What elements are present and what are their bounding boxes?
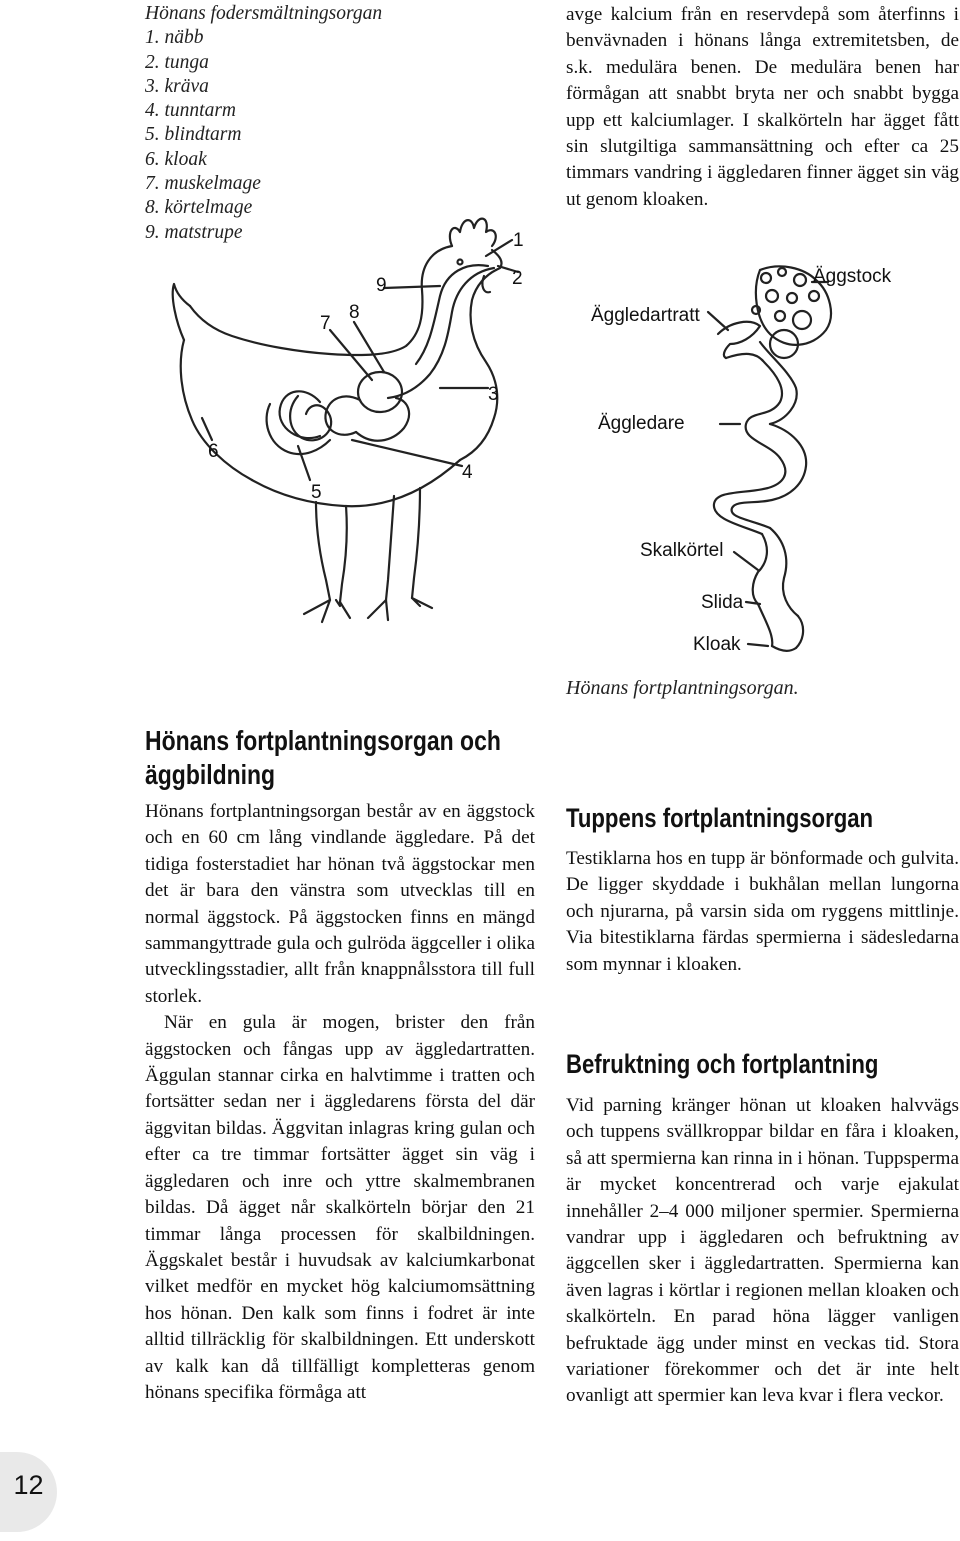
hen-label-5: 5 [311, 482, 322, 503]
label-aggledare: Äggledare [598, 413, 685, 434]
hen-section-body [145, 799, 535, 1406]
label-skalkortel: Skalkörtel [640, 540, 724, 561]
figure-caption: Hönans fortplantningsorgan. [566, 677, 799, 699]
legend-item: 2. tunga [145, 51, 209, 73]
heading-hen-reproduction [145, 724, 501, 792]
hen-label-1: 1 [513, 230, 524, 251]
hen-label-2: 2 [512, 268, 523, 289]
legend-item: 3. kräva [145, 75, 209, 97]
hen-label-6: 6 [208, 441, 219, 462]
legend-title: Hönans fodersmältningsorgan [145, 3, 383, 24]
hen-label-7: 7 [320, 313, 331, 334]
hen-label-4: 4 [462, 462, 473, 483]
fertilization-section-body: Vid parning kränger hönan ut kloaken halvvägs och tuppens svällkroppar bildar en fåra i kloaken, så att spermierna kan rinna in i hönan. Tuppsperma är mycket koncentrerad och varje ejakulat innehåller 2–4 000 miljoner spermier. Spermierna vandrar upp i äggledaren och befruktning av äggcellen sker i äggledartratten. Spermierna kan även lagras i körtlar i regionen mellan kloaken och skalkörteln. En parad höna lägger vanligen befruktade ägg under minst en veckas tid. Stora variationer förekommer och det är inte helt ovanligt att spermier kan leva kvar i flera veckor. [566, 1095, 959, 1407]
legend-item: 9. matstrupe [145, 221, 243, 243]
hen-label-9: 9 [376, 275, 387, 296]
label-slida: Slida [701, 592, 744, 613]
label-aggledartratt: Äggledartratt [591, 305, 700, 326]
hen-label-8: 8 [349, 302, 360, 323]
label-kloak: Kloak [693, 634, 741, 655]
legend-item: 5. blindtarm [145, 124, 242, 146]
heading-fertilization: Befruktning och fortplantning [566, 1049, 879, 1079]
rooster-section-body: Testiklarna hos en tupp är bönformade och gulvita. De ligger skyddade i bukhålan mellan lungorna och njurarna, på varsin sida om ryggens mittlinje. Via bitestiklarna färdas spermierna i sädesledarna som mynnar i kloaken. [566, 848, 959, 975]
legend-item: 7. muskelmage [145, 173, 261, 195]
paragraph: Hönans fortplantningsorgan består av en äggstock och en 60 cm lång vindlande äggledare. På det tidiga fosterstadiet har hönan två äggstockar men det är bara den vänstra som utvecklas till en normal äggstock. På äggstocken finns en mängd sammangyttrade gula och gulröda äggceller i olika utvecklingsstadier, allt från knappnålsstora till full storlek. [145, 801, 535, 1007]
top-right-text: avge kalcium från en reservdepå som återfinns i benvävnaden i hönans långa extremitetsben, de s.k. medulära benen. De medulära benen har förmågan att snabbt bryta ner och snabbt bygga upp ett kalciumlager. I skalkörteln har ägget fått sin slutgiltiga sammansättning och efter ca 25 timmars vandring i äggledaren finner ägget sin väg ut genom kloaken. [566, 4, 959, 210]
legend-item: 4. tunntarm [145, 100, 237, 122]
page-number: 12 [13, 1470, 44, 1500]
legend-item: 8. körtelmage [145, 197, 253, 219]
heading-line-1: Hönans fortplantningsorgan och [145, 725, 501, 756]
heading-line-2: äggbildning [145, 759, 276, 790]
legend-item: 1. näbb [145, 27, 204, 49]
heading-rooster: Tuppens fortplantningsorgan [566, 803, 874, 833]
label-aggstock: Äggstock [813, 266, 892, 287]
hen-label-3: 3 [488, 384, 499, 405]
paragraph: När en gula är mogen, brister den från äggstocken och fångas upp av äggledartratten. Äggulan stannar cirka en halvtimme i tratten och fortsätter sedan ner i äggledarens första del där äggvitan bildas. Äggvitan inlagras kring gulan och efter ca tre timmar fortsätter ägget sin väg i äggledaren och inre och yttre skalmembranen bildas. Då ägget når skalkörteln börjar den 21 timmar långa processen för skalbildningen. Äggskalet består i huvudsak av kalciumkarbonat vilket medför en mycket hög kalciumomsättning hos hönan. Den kalk som finns i fodret är inte alltid tillräcklig för skalbildningen. Ett underskott av kalk kan då tillfälligt kompletteras genom hönans specifika förmåga att [145, 1012, 535, 1403]
legend-item: 6. kloak [145, 148, 207, 170]
